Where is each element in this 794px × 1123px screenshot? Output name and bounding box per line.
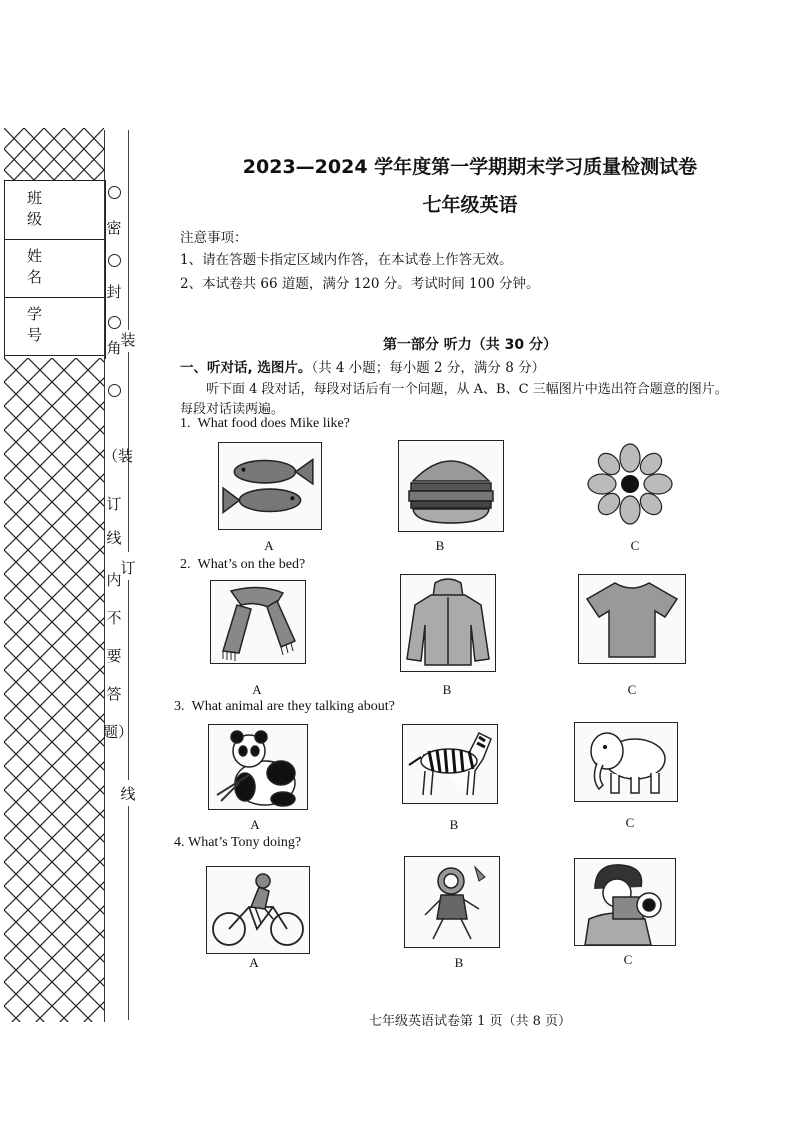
name-label: 姓 名	[27, 247, 63, 286]
question-1	[180, 416, 350, 432]
seal-circle	[108, 384, 121, 397]
binding-dashed-line	[128, 806, 129, 1020]
name-field[interactable]	[5, 239, 105, 298]
hamburger-icon[interactable]	[398, 440, 504, 532]
dumpling-icon[interactable]	[584, 442, 676, 526]
exam-title: 2023—2024 学年度第一学期期末学习质量检测试卷	[242, 156, 698, 178]
question-text: What’s Tony doing?	[188, 835, 302, 850]
option-a[interactable]: A	[250, 817, 260, 832]
class-field[interactable]	[5, 181, 105, 240]
binding-dashed-line	[128, 130, 129, 330]
student-info-box	[4, 180, 106, 359]
option-b[interactable]: B	[454, 955, 464, 970]
question-number: 4.	[174, 835, 185, 850]
fish-icon[interactable]	[218, 442, 322, 530]
option-b[interactable]: B	[449, 817, 459, 832]
section-info: （共 4 小题；每小题 2 分，满分 8 分）	[311, 360, 546, 376]
zebra-icon[interactable]	[402, 724, 498, 804]
warning-char: 内	[106, 571, 122, 589]
option-b[interactable]: B	[442, 682, 452, 697]
seal-char-feng: 封	[106, 283, 122, 301]
panda-icon[interactable]	[208, 724, 308, 810]
warning-char: 题）	[103, 723, 134, 741]
warning-char: 线	[106, 529, 122, 547]
camera-icon[interactable]	[574, 858, 676, 946]
lattice-pattern-bottom	[4, 358, 104, 1022]
option-a[interactable]: A	[264, 538, 274, 553]
jacket-icon[interactable]	[400, 574, 496, 672]
elephant-icon[interactable]	[574, 722, 678, 802]
question-4	[174, 835, 301, 851]
lattice-pattern-top	[4, 128, 104, 180]
option-c[interactable]: C	[623, 952, 633, 967]
student-number-field[interactable]	[5, 297, 105, 356]
binding-char-zhuang: 装	[120, 331, 136, 349]
question-text: What animal are they talking about?	[191, 699, 395, 714]
question-3	[174, 699, 395, 715]
warning-char: 订	[106, 495, 122, 513]
student-number-label: 学 号	[27, 305, 63, 344]
part-heading: 第一部分 听力（共 30 分）	[382, 337, 558, 353]
question-number: 3.	[174, 699, 185, 714]
note-item: 1、请在答题卡指定区域内作答，在本试卷上作答无效。	[180, 252, 513, 268]
question-text: What food does Mike like?	[197, 416, 350, 431]
question-number: 1.	[180, 416, 191, 431]
binding-dashed-line	[128, 580, 129, 780]
section-title: 一、听对话, 选图片。	[180, 360, 312, 376]
exam-subtitle: 七年级英语	[422, 194, 518, 216]
option-a[interactable]: A	[249, 955, 259, 970]
question-number: 2.	[180, 557, 191, 572]
instructions: 听下面 4 段对话，每段对话后有一个问题，从 A、B、C 三幅图片中选出符合题意的图片。	[206, 382, 728, 397]
warning-char: 要	[106, 647, 122, 665]
notes-heading: 注意事项：	[180, 230, 248, 246]
warning-char: 答	[106, 685, 122, 703]
page-footer: 七年级英语试卷第 1 页（共 8 页）	[368, 1014, 572, 1029]
question-text: What’s on the bed?	[197, 557, 306, 572]
warning-char: 不	[106, 609, 122, 627]
seal-char-jiao: 角	[106, 339, 122, 357]
warning-char: （装	[103, 447, 134, 465]
option-a[interactable]: A	[252, 682, 262, 697]
option-c[interactable]: C	[630, 538, 640, 553]
running-icon[interactable]	[404, 856, 500, 948]
class-label: 班 级	[27, 189, 63, 228]
binding-char-xian: 线	[120, 785, 136, 803]
note-item: 2、本试卷共 66 道题，满分 120 分。考试时间 100 分钟。	[180, 276, 540, 292]
option-c[interactable]: C	[625, 815, 635, 830]
section-title-line	[180, 356, 545, 376]
cycling-icon[interactable]	[206, 866, 310, 954]
option-c[interactable]: C	[627, 682, 637, 697]
question-2	[180, 557, 305, 573]
seal-char-mi: 密	[106, 219, 122, 237]
scarf-icon[interactable]	[210, 580, 306, 664]
seal-circle	[108, 254, 121, 267]
tshirt-icon[interactable]	[578, 574, 686, 664]
binding-char-ding: 订	[120, 559, 136, 577]
option-b[interactable]: B	[435, 538, 445, 553]
seal-circle	[108, 316, 121, 329]
seal-circle	[108, 186, 121, 199]
instructions-cont: 每段对话读两遍。	[180, 402, 285, 417]
